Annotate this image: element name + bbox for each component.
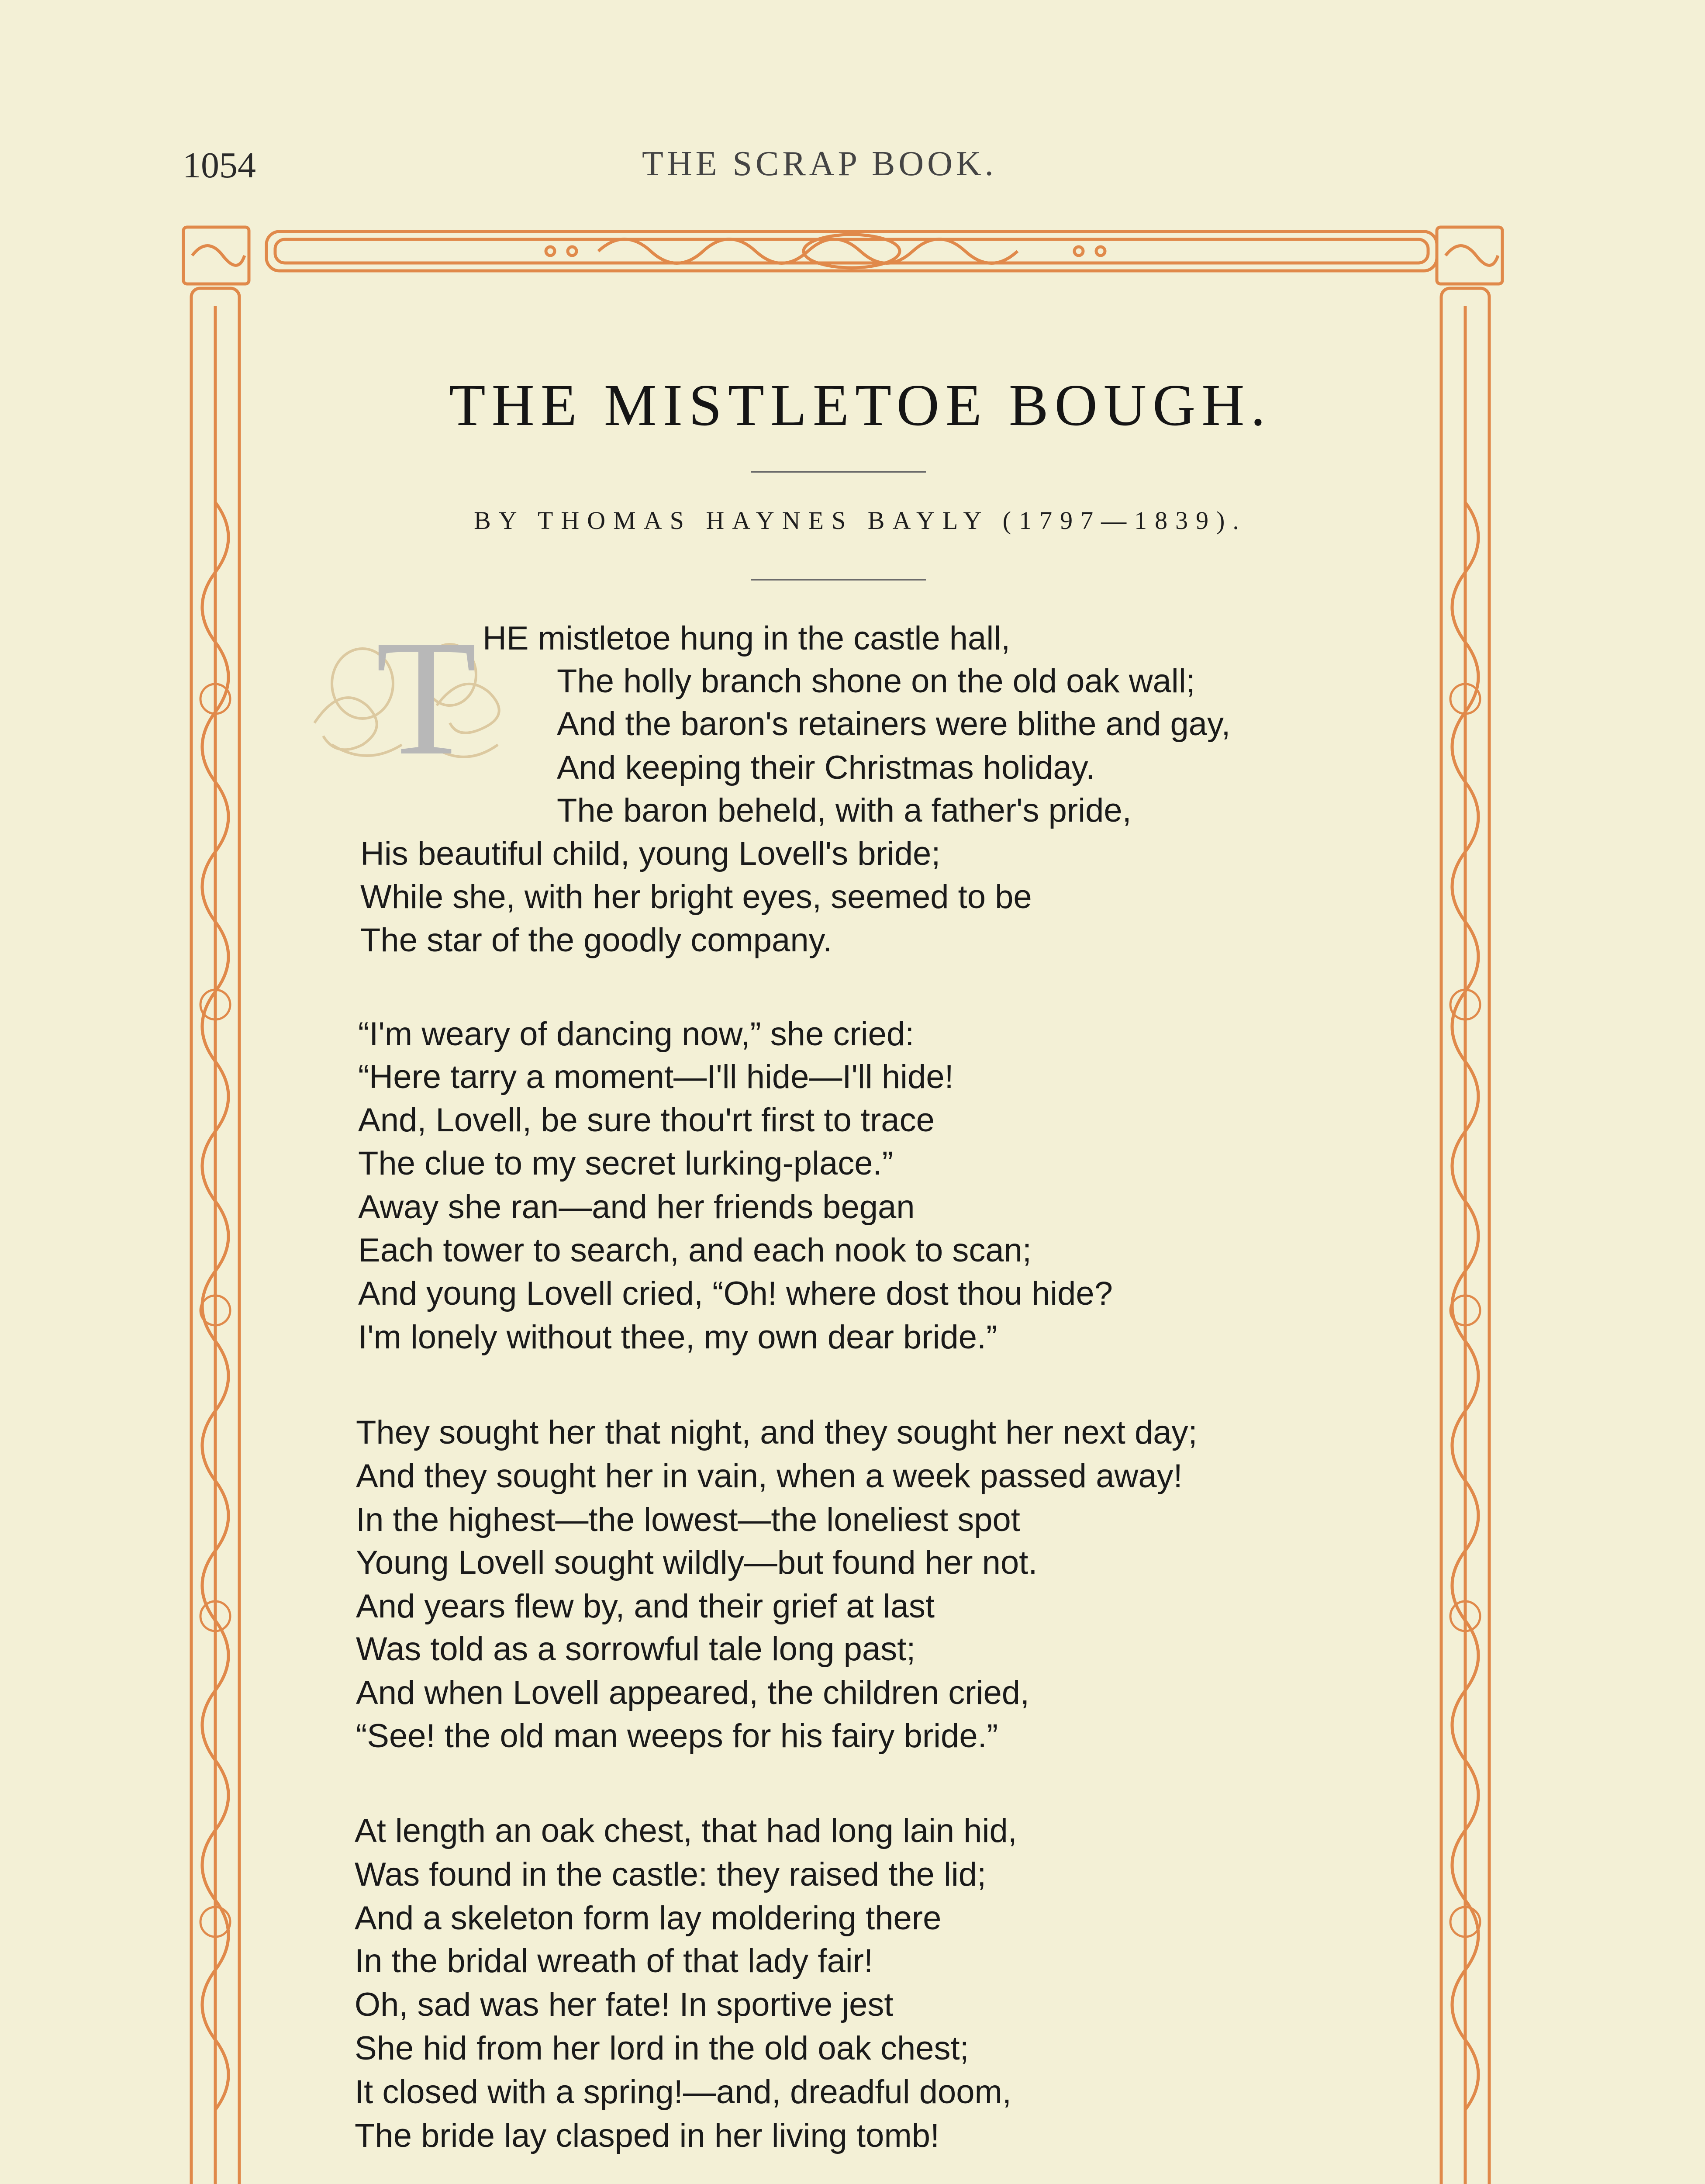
poem-line: The bride lay clasped in her living tomb! (355, 2117, 940, 2154)
poem-line: The holly branch shone on the old oak wall; (557, 663, 1195, 700)
poem-line: She hid from her lord in the old oak chest; (355, 2030, 969, 2067)
poem-line: And young Lovell cried, “Oh! where dost thou hide? (358, 1275, 1113, 1312)
poem-line: His beautiful child, young Lovell's bride; (360, 835, 941, 872)
poem-line: Oh, sad was her fate! In sportive jest (355, 1986, 894, 2023)
poem-line: “See! the old man weeps for his fairy bride.” (356, 1717, 998, 1755)
poem-line: I'm lonely without thee, my own dear bride.” (358, 1319, 997, 1356)
poem-line: Was told as a sorrowful tale long past; (356, 1631, 916, 1668)
poem-line: “Here tarry a moment—I'll hide—I'll hide! (358, 1058, 954, 1095)
poem-line: Away she ran—and her friends began (358, 1189, 915, 1226)
poem-line: And the baron's retainers were blithe and gay, (557, 705, 1231, 743)
poem-byline: BY THOMAS HAYNES BAYLY (1797—1839). (474, 506, 1247, 535)
poem-line: The baron beheld, with a father's pride, (557, 792, 1132, 829)
poem-line: And keeping their Christmas holiday. (557, 749, 1095, 786)
poem-title: THE MISTLETOE BOUGH. (449, 373, 1272, 438)
poem-line: Young Lovell sought wildly—but found her not. (356, 1544, 1038, 1581)
byline-rule (751, 579, 926, 581)
poem-line: They sought her that night, and they sought her next day; (356, 1414, 1198, 1451)
poem-line: Was found in the castle: they raised the lid; (355, 1856, 987, 1893)
poem-line: Each tower to search, and each nook to scan; (358, 1232, 1032, 1269)
poem-line: In the highest—the lowest—the loneliest spot (356, 1501, 1020, 1538)
poem-line: At length an oak chest, that had long lain hid, (355, 1812, 1017, 1849)
title-rule (751, 471, 926, 473)
running-title: THE SCRAP BOOK. (642, 145, 997, 183)
poem-line: “I'm weary of dancing now,” she cried: (358, 1016, 915, 1053)
page-number: 1054 (183, 145, 256, 186)
poem-line: In the bridal wreath of that lady fair! (355, 1942, 873, 1980)
poem-line: And, Lovell, be sure thou'rt first to trace (358, 1102, 935, 1139)
drop-cap-letter: T (376, 609, 477, 784)
poem-line: It closed with a spring!—and, dreadful doom, (355, 2073, 1011, 2111)
poem-line: While she, with her bright eyes, seemed to be (360, 878, 1032, 916)
poem-line: The clue to my secret lurking-place.” (358, 1145, 893, 1182)
poem-line: And a skeleton form lay moldering there (355, 1900, 942, 1937)
poem-line: And years flew by, and their grief at last (356, 1588, 935, 1625)
poem-line: HE mistletoe hung in the castle hall, (483, 620, 1011, 657)
poem-line: And they sought her in vain, when a week passed away! (356, 1458, 1183, 1495)
poem-line: The star of the goodly company. (360, 922, 832, 959)
poem-line: And when Lovell appeared, the children cried, (356, 1674, 1030, 1711)
